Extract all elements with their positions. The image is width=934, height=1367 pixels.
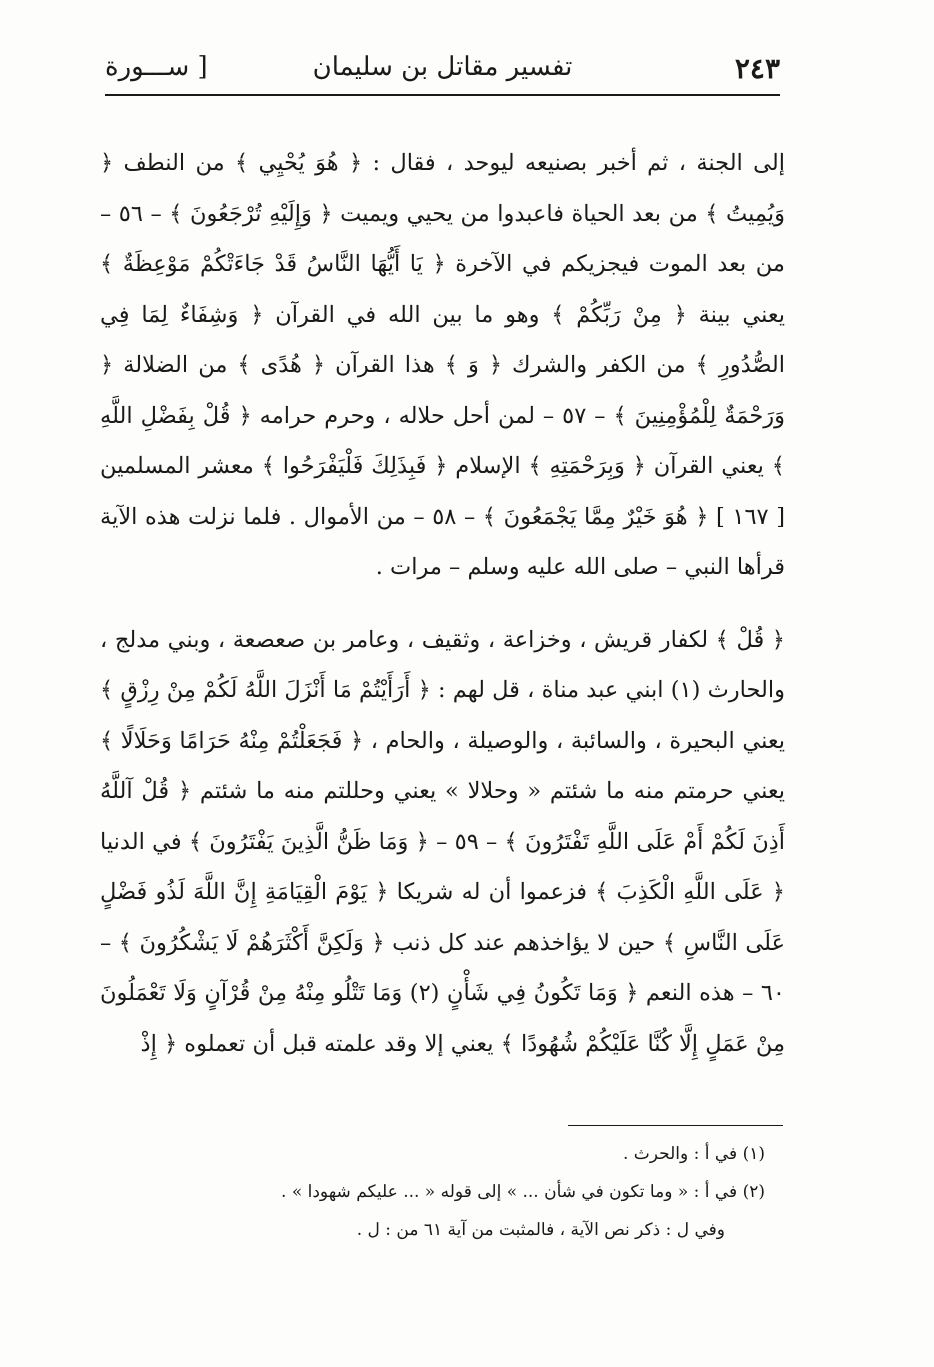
footnote: (٢) في أ : « وما تكون في شأن ... » إلى قوله « ... عليكم شهودا » . <box>281 1182 765 1202</box>
main-text <box>100 138 785 1069</box>
paragraph: إلى الجنة ، ثم أخبر بصنيعه ليوحد ، فقال : ﴿ هُوَ يُحْيِي ﴾ من النطف ﴿ وَيُمِيتُ ﴾ من بعد الحياة فاعبدوا من يحيي ويميت ﴿ وَإِلَيْهِ تُرْجَعُونَ ﴾ – ٥٦ – من بعد الموت فيجزيكم في الآخرة ﴿ يَا أَيُّهَا النَّاسُ قَدْ جَاءَتْكُمْ مَوْعِظَةٌ ﴾ يعني بينة ﴿ مِنْ رَبِّكُمْ ﴾ وهو ما بين الله في القرآن ﴿ وَشِفَاءٌ لِمَا فِي الصُّدُورِ ﴾ من الكفر والشرك ﴿ وَ ﴾ هذا القرآن ﴿ هُدًى ﴾ من الضلالة ﴿ وَرَحْمَةٌ لِلْمُؤْمِنِينَ ﴾ – ٥٧ – لمن أحل حلاله ، وحرم حرامه ﴿ قُلْ بِفَضْلِ اللَّهِ ﴾ يعني القرآن ﴿ وَبِرَحْمَتِهِ ﴾ الإسلام ﴿ فَبِذَلِكَ فَلْيَفْرَحُوا ﴾ معشر المسلمين [ ١٦٧ ] ﴿ هُوَ خَيْرٌ مِمَّا يَجْمَعُونَ ﴾ – ٥٨ – من الأموال . فلما نزلت هذه الآية قرأها النبي – صلى الله عليه وسلم – مرات . <box>100 150 785 580</box>
running-title: تفسير مقاتل بن سليمان <box>312 52 573 82</box>
footnote: وفي ل : ذكر نص الآية ، فالمثبت من آية ٦١ من : ل . <box>356 1220 725 1240</box>
surah-label: [ ســـورة <box>105 52 208 82</box>
footnotes <box>170 1135 765 1249</box>
footnote-rule <box>568 1125 783 1126</box>
page-header <box>105 48 780 92</box>
paragraph: ﴿ قُلْ ﴾ لكفار قريش ، وخزاعة ، وثقيف ، وعامر بن صعصعة ، وبني مدلج ، والحارث (١) ابني عبد مناة ، قل لهم : ﴿ أَرَأَيْتُمْ مَا أَنْزَلَ اللَّهُ لَكُمْ مِنْ رِزْقٍ ﴾ يعني البحيرة ، والسائبة ، والوصيلة ، والحام ، ﴿ فَجَعَلْتُمْ مِنْهُ حَرَامًا وَحَلَالًا ﴾ يعني حرمتم منه ما شئتم « وحلالا » يعني وحللتم منه ما شئتم ﴿ قُلْ آللَّهُ أَذِنَ لَكُمْ أَمْ عَلَى اللَّهِ تَفْتَرُونَ ﴾ – ٥٩ – ﴿ وَمَا ظَنُّ الَّذِينَ يَفْتَرُونَ ﴾ في الدنيا ﴿ عَلَى اللَّهِ الْكَذِبَ ﴾ فزعموا أن له شريكا ﴿ يَوْمَ الْقِيَامَةِ إِنَّ اللَّهَ لَذُو فَضْلٍ عَلَى النَّاسِ ﴾ حين لا يؤاخذهم عند كل ذنب ﴿ وَلَكِنَّ أَكْثَرَهُمْ لَا يَشْكُرُونَ ﴾ – ٦٠ – هذه النعم ﴿ وَمَا تَكُونُ فِي شَأْنٍ (٢) وَمَا تَتْلُو مِنْهُ مِنْ قُرْآنٍ وَلَا تَعْمَلُونَ مِنْ عَمَلٍ إِلَّا كُنَّا عَلَيْكُمْ شُهُودًا ﴾ يعني إلا وقد علمته قبل أن تعملوه ﴿ إِذْ <box>100 626 785 1057</box>
header-rule <box>105 94 780 96</box>
footnote: (١) في أ : والحرث . <box>622 1144 765 1164</box>
page-number: ٢٤٣ <box>734 52 780 85</box>
